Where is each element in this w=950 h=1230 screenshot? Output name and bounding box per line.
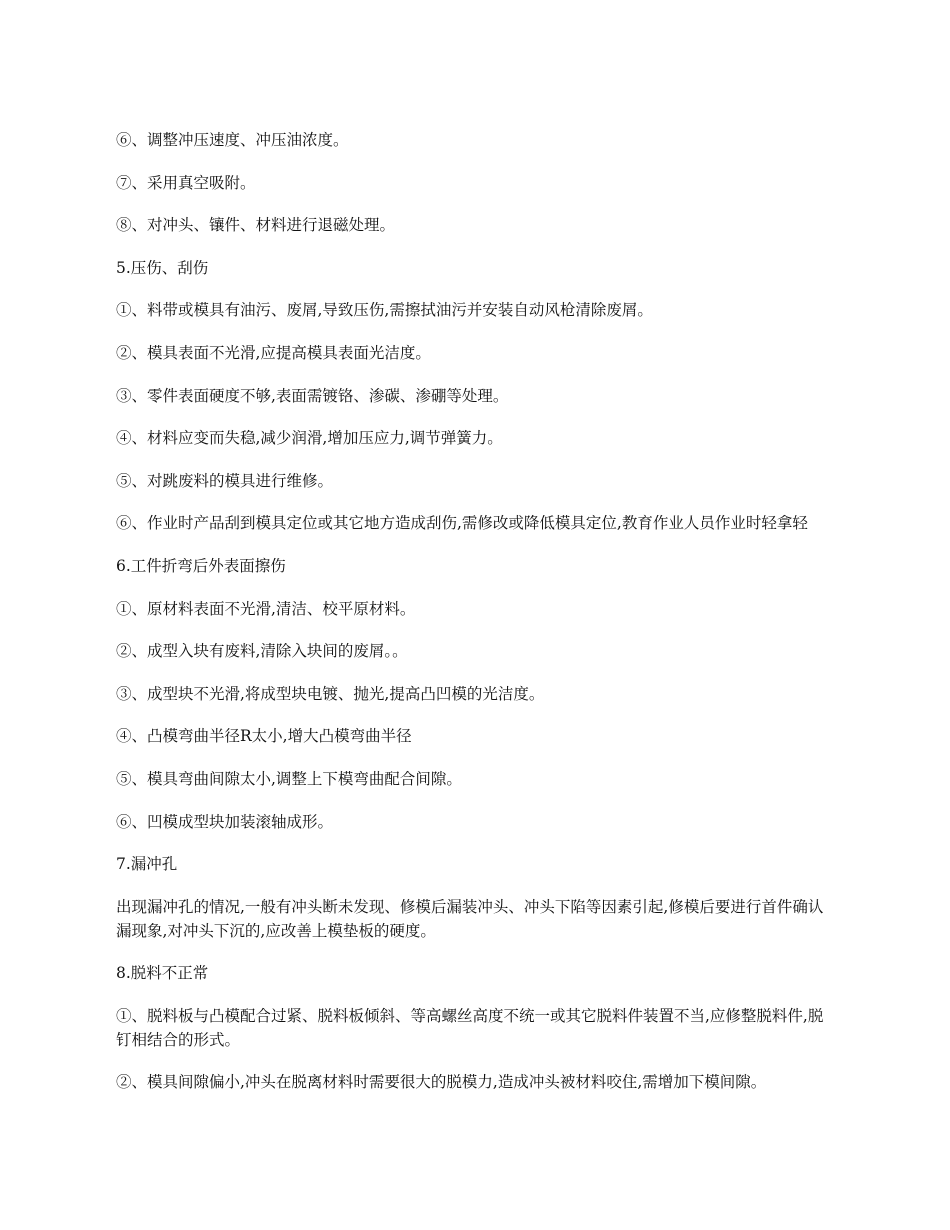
paragraph: ②、模具表面不光滑,应提高模具表面光洁度。 [116,343,431,362]
paragraph: ⑤、模具弯曲间隙太小,调整上下模弯曲配合间隙。 [116,769,462,788]
paragraph: ①、料带或模具有油污、废屑,导致压伤,需擦拭油污并安装自动风枪清除废屑。 [116,301,653,320]
section-heading: 8.脱料不正常 [116,964,209,983]
paragraph: ③、零件表面硬度不够,表面需镀铬、渗碳、渗硼等处理。 [116,386,509,405]
paragraph-line: ①、脱料板与凸模配合过紧、脱料板倾斜、等高螺丝高度不统一或其它脱料件装置不当,应修整脱料件,脱 [116,1006,824,1025]
paragraph: ④、材料应变而失稳,减少润滑,增加压应力,调节弹簧力。 [116,429,503,448]
paragraph-multiline [116,895,950,943]
paragraph: ①、原材料表面不光滑,清洁、校平原材料。 [116,599,416,618]
paragraph: ②、成型入块有废料,清除入块间的废屑。。 [116,642,408,661]
document-body [116,128,950,1113]
paragraph: ④、凸模弯曲半径R太小,增大凸模弯曲半径 [116,727,412,746]
paragraph: ②、模具间隙偏小,冲头在脱离材料时需要很大的脱模力,造成冲头被材料咬住,需增加下模间隙。 [116,1073,767,1092]
paragraph: ⑧、对冲头、镶件、材料进行退磁处理。 [116,216,396,235]
paragraph: ③、成型块不光滑,将成型块电镀、抛光,提高凸凹模的光洁度。 [116,684,545,703]
paragraph: ⑦、采用真空吸附。 [116,173,256,192]
section-heading: 6.工件折弯后外表面擦伤 [116,556,286,575]
paragraph-line: 漏现象,对冲头下沉的,应改善上模垫板的硬度。 [116,921,436,940]
section-heading: 7.漏冲孔 [116,855,178,874]
paragraph: ⑥、凹模成型块加装滚轴成形。 [116,812,334,831]
paragraph: ⑤、对跳废料的模具进行维修。 [116,471,334,490]
paragraph-line: 钉相结合的形式。 [116,1030,241,1049]
paragraph-multiline [116,1004,950,1052]
paragraph-line: 出现漏冲孔的情况,一般有冲头断未发现、修模后漏装冲头、冲头下陷等因素引起,修模后要进行首件确认 [116,897,824,916]
section-heading: 5.压伤、刮伤 [116,258,209,277]
paragraph: ⑥、调整冲压速度、冲压油浓度。 [116,131,349,149]
paragraph: ⑥、作业时产品刮到模具定位或其它地方造成刮伤,需修改或降低模具定位,教育作业人员作业时轻拿轻 [116,514,808,533]
